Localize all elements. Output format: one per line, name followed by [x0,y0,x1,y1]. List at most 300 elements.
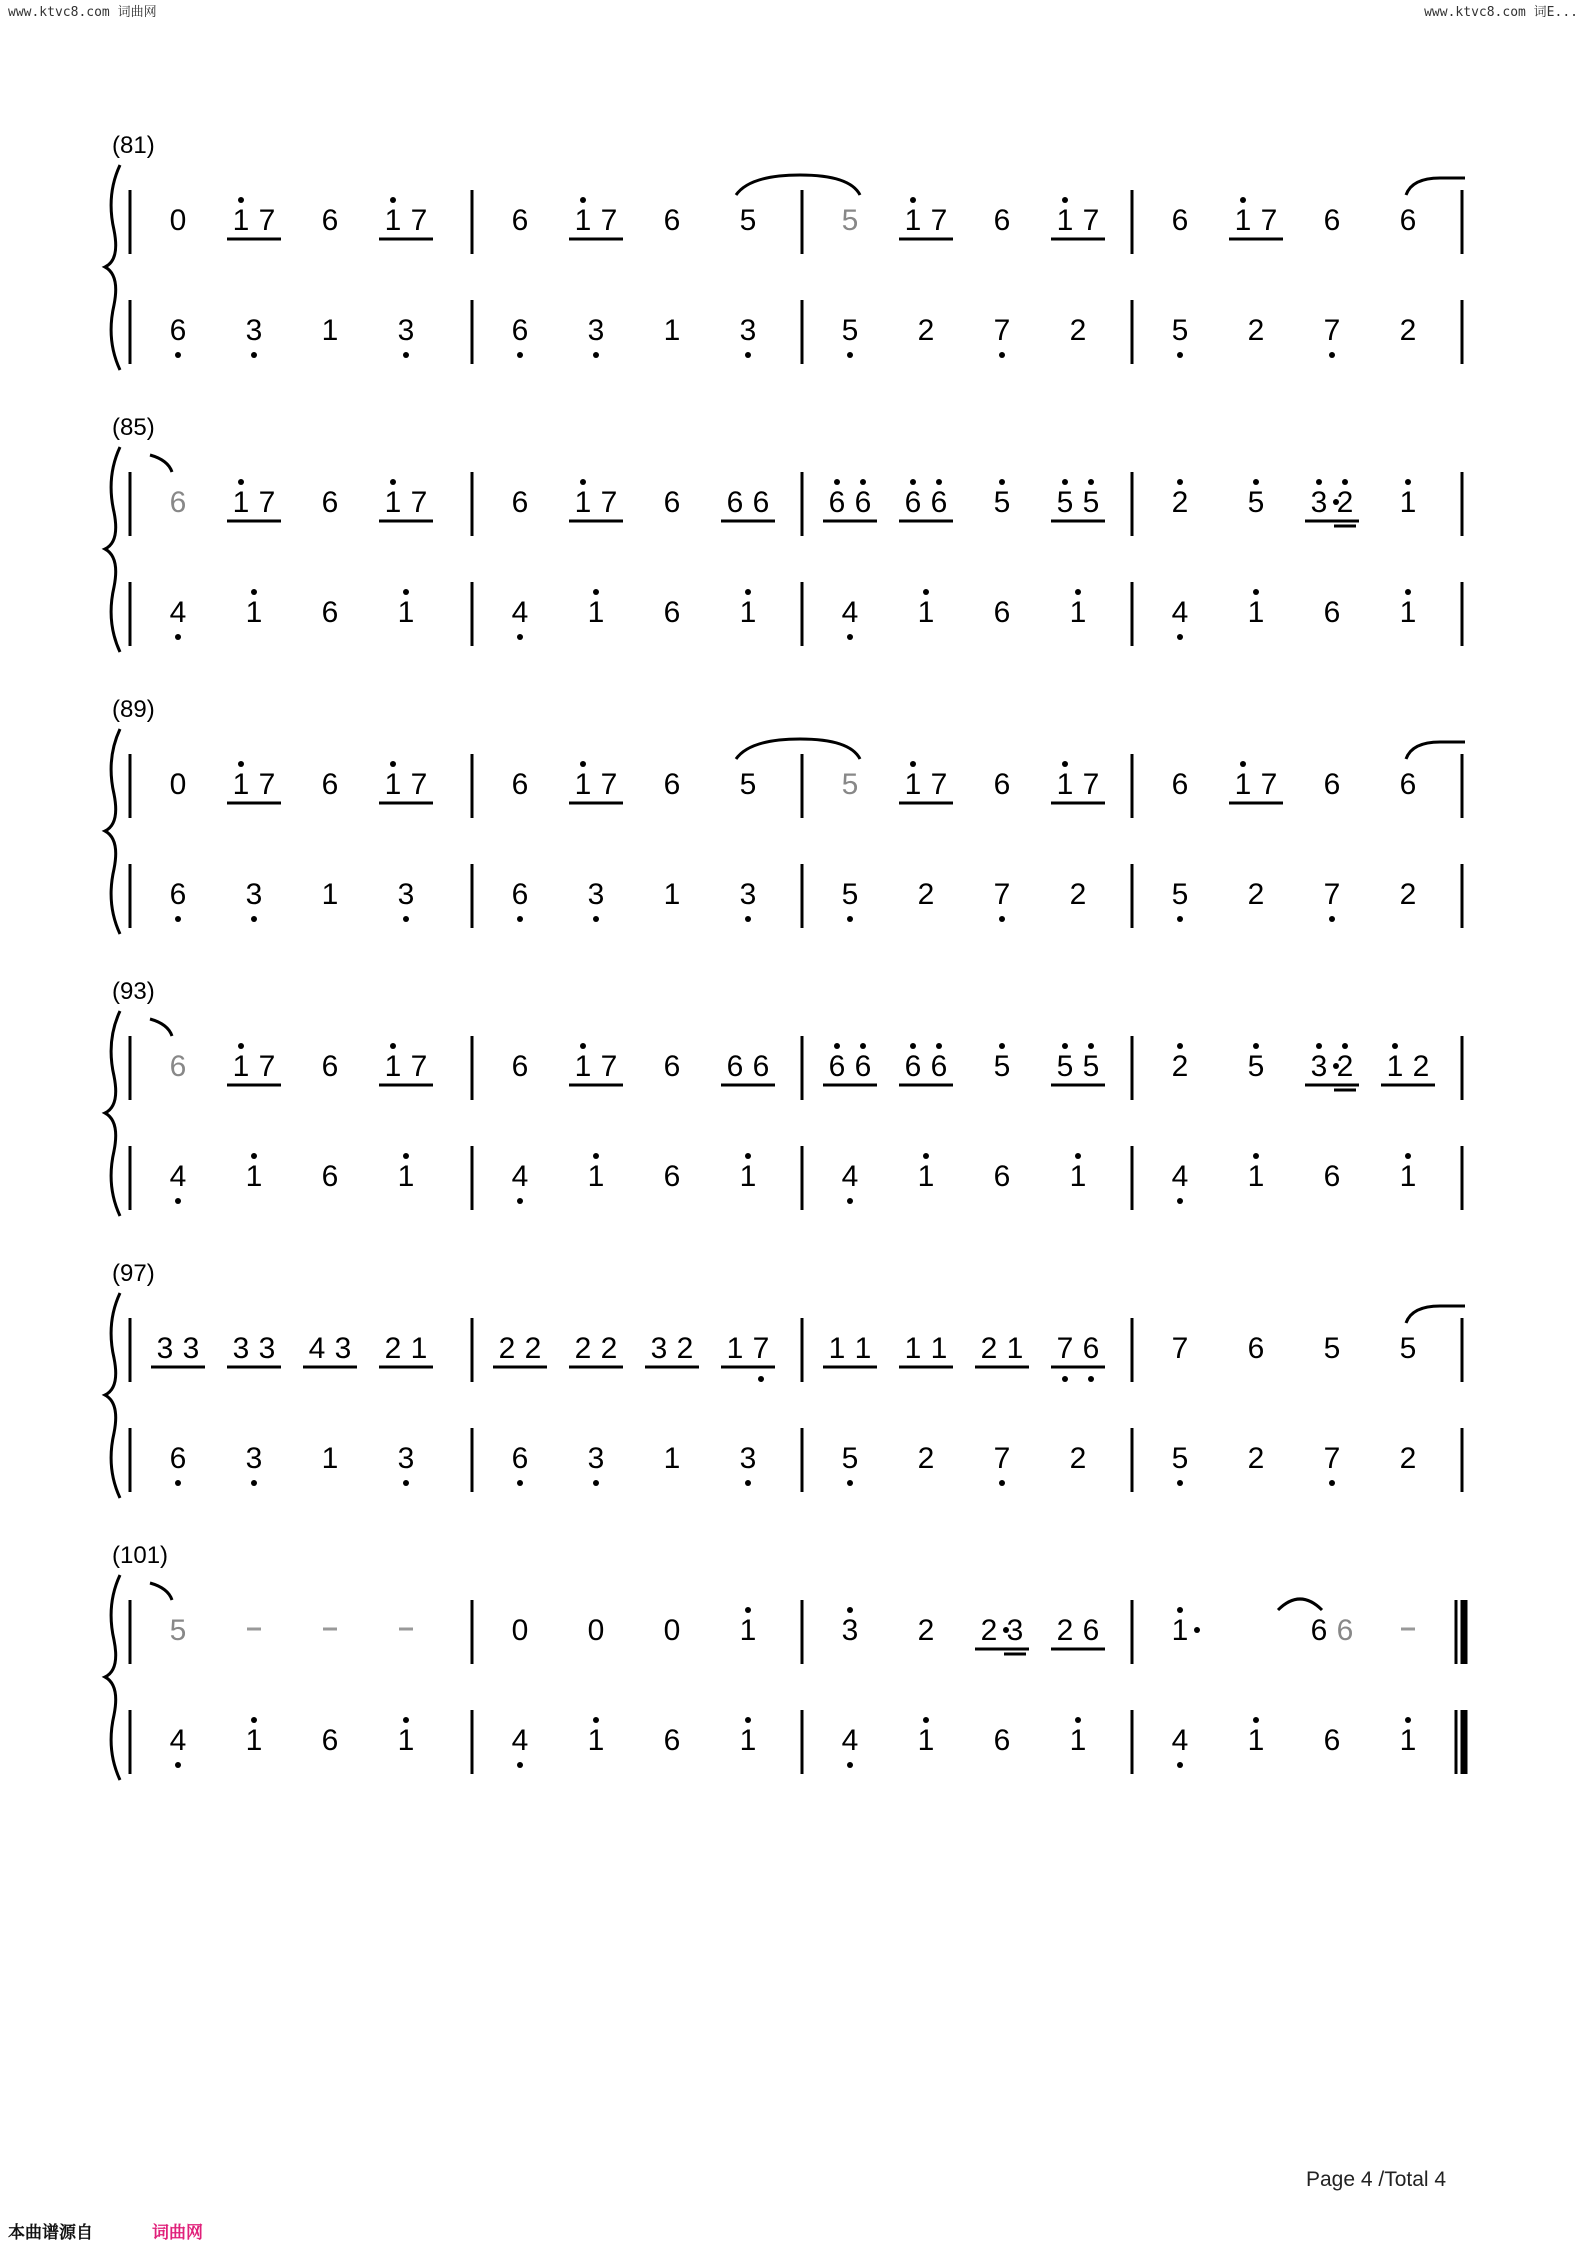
lower-note: 1 [1247,1724,1265,1757]
octave-dot-low [1088,1376,1094,1382]
octave-dot-low [999,1480,1005,1486]
octave-dot-low [847,916,853,922]
upper-note-a: 1 [828,1332,846,1365]
upper-note-b: 3 [1006,1614,1024,1647]
lower-note: 4 [511,596,529,629]
lower-note: 4 [1171,1724,1189,1757]
octave-dot-low [517,1762,523,1768]
octave-dot-low [517,352,523,358]
octave-dot-low [251,352,257,358]
octave-dot-high [860,479,866,485]
octave-dot-high [1177,479,1183,485]
upper-note-a: 1 [232,486,250,519]
upper-note-a: 1 [904,768,922,801]
octave-dot-high [910,197,916,203]
upper-note-b: 7 [600,204,618,237]
octave-dot-high [580,197,586,203]
octave-dot-low [1329,352,1335,358]
lower-note: 6 [169,1442,187,1475]
upper-note: 6 [169,1050,187,1083]
upper-note: 1 [1399,486,1417,519]
upper-note: 6 [169,486,187,519]
upper-note: 6 [1399,204,1417,237]
upper-note-b: 2 [1336,486,1354,519]
lower-note: 4 [841,1724,859,1757]
upper-note-a: 1 [232,768,250,801]
octave-dot-high [923,589,929,595]
upper-note: 6 [663,204,681,237]
upper-note-a: 2 [980,1332,998,1365]
upper-note-b: 2 [1412,1050,1430,1083]
lower-note: 5 [1171,314,1189,347]
upper-note-a: 1 [574,486,592,519]
lower-note: 3 [739,314,757,347]
octave-dot-high [1240,761,1246,767]
source-site: 词曲网 [152,2223,203,2242]
lower-note: 4 [1171,596,1189,629]
upper-note-b: 7 [410,486,428,519]
upper-note-b: 6 [854,1050,872,1083]
upper-note-a: 1 [232,1050,250,1083]
upper-note-b: 7 [258,768,276,801]
upper-note-b: 3 [334,1332,352,1365]
octave-dot-high [1075,589,1081,595]
lower-note: 1 [245,596,263,629]
octave-dot-high [1253,1717,1259,1723]
upper-note-b: 2 [524,1332,542,1365]
lower-note: 6 [993,596,1011,629]
octave-dot-high [251,589,257,595]
lower-note: 6 [1323,1724,1341,1757]
upper-note-a: 1 [1056,204,1074,237]
upper-note-b: 7 [600,486,618,519]
octave-dot-high [1316,479,1322,485]
octave-dot-low [847,1198,853,1204]
header-site-left: www.ktvc8.com 词曲网 [8,5,157,20]
upper-note-a: 1 [904,1332,922,1365]
upper-note-a: 1 [1234,768,1252,801]
upper-note-b: 2 [600,1332,618,1365]
octave-dot-low [1177,634,1183,640]
octave-dot-low [403,916,409,922]
tie-curve [1406,742,1465,759]
upper-note-a: 2 [384,1332,402,1365]
upper-note-b: 3 [182,1332,200,1365]
upper-note: 6 [663,768,681,801]
octave-dot-low [517,1480,523,1486]
lower-note: 1 [1399,596,1417,629]
octave-dot-high [593,1717,599,1723]
octave-dot-low [1177,352,1183,358]
octave-dot-high [580,479,586,485]
upper-note-b: 2 [676,1332,694,1365]
tie-curve [1406,1306,1465,1323]
upper-note-b: 7 [258,1050,276,1083]
octave-dot-high [238,479,244,485]
upper-note-b: 5 [1082,486,1100,519]
lower-note: 3 [587,878,605,911]
octave-dot-high [1253,479,1259,485]
measure-number: (81) [112,132,155,159]
upper-note-b: 6 [930,1050,948,1083]
lower-note: 1 [1247,596,1265,629]
lower-note: 7 [1323,314,1341,347]
octave-dot-high [834,1043,840,1049]
page-indicator: Page 4 /Total 4 [1306,2168,1447,2191]
lower-note: 2 [917,1442,935,1475]
upper-note: 6 [1171,768,1189,801]
octave-dot-low [517,634,523,640]
lower-note: 2 [1069,314,1087,347]
lower-note: 2 [1399,314,1417,347]
upper-note-b: 6 [752,486,770,519]
lower-note: 3 [587,1442,605,1475]
lower-note: 1 [245,1160,263,1193]
upper-note-a: 5 [1056,1050,1074,1083]
lower-note: 6 [511,314,529,347]
octave-dot-high [390,761,396,767]
octave-dot-high [1342,1043,1348,1049]
lower-note: 1 [321,878,339,911]
lower-note: 7 [1323,1442,1341,1475]
upper-note: 5 [993,486,1011,519]
octave-dot-high [999,1043,1005,1049]
octave-dot-low [1062,1376,1068,1382]
octave-dot-high [936,479,942,485]
upper-note: 0 [511,1614,529,1647]
octave-dot-low [1329,1480,1335,1486]
lower-note: 1 [1399,1724,1417,1757]
octave-dot-low [1177,1480,1183,1486]
upper-note-a: 2 [498,1332,516,1365]
upper-note-a: 1 [1234,204,1252,237]
lower-note: 6 [993,1724,1011,1757]
upper-note: 5 [1323,1332,1341,1365]
upper-note-a: 1 [384,486,402,519]
octave-dot-high [1062,197,1068,203]
lower-note: 1 [917,1160,935,1193]
lower-note: 3 [397,878,415,911]
lower-note: 1 [587,596,605,629]
upper-note-b: 6 [1336,1614,1354,1647]
upper-note-a: 3 [1310,486,1328,519]
upper-note: 6 [511,1050,529,1083]
lower-note: 4 [841,596,859,629]
upper-note-b: 7 [1260,768,1278,801]
lower-note: 4 [169,596,187,629]
upper-note: 6 [321,768,339,801]
lower-note: 3 [245,1442,263,1475]
octave-dot-high [923,1153,929,1159]
lower-note: 1 [321,314,339,347]
octave-dot-low [745,916,751,922]
upper-note-a: 1 [384,1050,402,1083]
lower-note: 3 [397,1442,415,1475]
upper-note-a: 2 [980,1614,998,1647]
measure-number: (97) [112,1260,155,1287]
upper-note-a: 5 [1056,486,1074,519]
octave-dot-high [1177,1043,1183,1049]
octave-dot-high [745,1717,751,1723]
upper-note: 6 [663,1050,681,1083]
upper-note-b: 7 [258,204,276,237]
upper-note: 0 [587,1614,605,1647]
upper-note: 5 [993,1050,1011,1083]
lower-note: 3 [245,314,263,347]
octave-dot-high [1088,1043,1094,1049]
upper-note: 6 [321,1050,339,1083]
octave-dot-low [847,634,853,640]
lower-note: 6 [169,878,187,911]
measure-number: (93) [112,978,155,1005]
octave-dot-high [1405,1153,1411,1159]
octave-dot-high [860,1043,866,1049]
tie-curve [150,455,172,472]
octave-dot-low [1177,916,1183,922]
upper-note-b: 7 [410,204,428,237]
lower-note: 3 [245,878,263,911]
upper-note: 6 [993,204,1011,237]
upper-note-a: 1 [904,204,922,237]
upper-note-b: 7 [1082,768,1100,801]
lower-note: 2 [1247,1442,1265,1475]
upper-note-a: 4 [308,1332,326,1365]
octave-dot-high [238,761,244,767]
octave-dot-low [847,352,853,358]
upper-note: 7 [1171,1332,1189,1365]
octave-dot-high [403,1153,409,1159]
upper-note: 5 [739,204,757,237]
octave-dot-high [923,1717,929,1723]
upper-note-b: 7 [930,768,948,801]
octave-dot-low [1177,1198,1183,1204]
octave-dot-high [390,197,396,203]
octave-dot-high [1405,1717,1411,1723]
upper-note-b: 7 [1260,204,1278,237]
lower-note: 7 [993,314,1011,347]
lower-note: 6 [511,878,529,911]
upper-note-b: 6 [752,1050,770,1083]
upper-note-b: 7 [600,768,618,801]
lower-note: 1 [917,596,935,629]
upper-note: 1 [739,1614,757,1647]
upper-note-b: 7 [410,768,428,801]
octave-dot-low [175,352,181,358]
upper-note-a: 2 [1056,1614,1074,1647]
lower-note: 1 [587,1724,605,1757]
lower-note: 2 [1247,314,1265,347]
upper-note-a: 1 [574,1050,592,1083]
lower-note: 4 [841,1160,859,1193]
octave-dot-high [1062,1043,1068,1049]
upper-note-a: 3 [232,1332,250,1365]
system-brace [105,447,120,652]
lower-note: 1 [1069,596,1087,629]
octave-dot-low [593,352,599,358]
octave-dot-high [580,761,586,767]
octave-dot-low [175,634,181,640]
upper-note-b: 2 [1336,1050,1354,1083]
octave-dot-low [175,916,181,922]
octave-dot-low [175,1480,181,1486]
system-brace [105,1293,120,1498]
upper-note-b: 5 [1082,1050,1100,1083]
octave-dot-low [847,1762,853,1768]
octave-dot-low [745,352,751,358]
upper-note: 0 [663,1614,681,1647]
upper-note-b: 1 [854,1332,872,1365]
octave-dot-high [1342,479,1348,485]
upper-note-a: 1 [384,204,402,237]
lower-note: 1 [1069,1724,1087,1757]
octave-dot-high [1062,479,1068,485]
lower-note: 7 [993,1442,1011,1475]
upper-note-a: 3 [156,1332,174,1365]
upper-note-a: 6 [726,486,744,519]
octave-dot-high [910,479,916,485]
lower-note: 1 [397,596,415,629]
upper-note: 3 [841,1614,859,1647]
octave-dot-high [745,1607,751,1613]
lower-note: 4 [169,1724,187,1757]
lower-note: 6 [169,314,187,347]
lower-note: 1 [739,1724,757,1757]
octave-dot-low [251,1480,257,1486]
octave-dot-low [593,916,599,922]
octave-dot-high [1075,1717,1081,1723]
lower-note: 1 [1247,1160,1265,1193]
upper-note: 5 [739,768,757,801]
upper-note: 6 [1399,768,1417,801]
upper-note: 6 [321,204,339,237]
upper-note-a: 6 [726,1050,744,1083]
lower-note: 2 [1247,878,1265,911]
octave-dot-high [403,1717,409,1723]
lower-note: 1 [663,1442,681,1475]
octave-dot-high [745,1153,751,1159]
octave-dot-high [1392,1043,1398,1049]
octave-dot-high [251,1153,257,1159]
lower-note: 7 [1323,878,1341,911]
upper-note: 6 [1323,768,1341,801]
lower-note: 5 [1171,1442,1189,1475]
upper-note: 6 [993,768,1011,801]
source-label: 本曲谱源自 [8,2223,93,2242]
lower-note: 1 [397,1160,415,1193]
lower-note: 7 [993,878,1011,911]
lower-note: 1 [917,1724,935,1757]
upper-note: 5 [169,1614,187,1647]
lower-note: 2 [1399,878,1417,911]
upper-note: 5 [1399,1332,1417,1365]
upper-note-b: 6 [854,486,872,519]
measure-number: (89) [112,696,155,723]
octave-dot-low [403,1480,409,1486]
lower-note: 5 [841,314,859,347]
octave-dot-high [1240,197,1246,203]
octave-dot-high [593,589,599,595]
upper-note-a: 2 [574,1332,592,1365]
upper-note-a: 1 [1386,1050,1404,1083]
lower-note: 6 [321,1724,339,1757]
lower-note: 6 [663,1160,681,1193]
lower-note: 4 [169,1160,187,1193]
upper-note-b: 6 [1082,1332,1100,1365]
upper-note-a: 3 [1310,1050,1328,1083]
header-site-right: www.ktvc8.com 词E... [1424,5,1578,20]
octave-dot-low [758,1376,764,1382]
system-brace [105,729,120,934]
octave-dot-low [175,1198,181,1204]
upper-note-a: 1 [574,768,592,801]
lower-note: 6 [993,1160,1011,1193]
octave-dot-high [1088,479,1094,485]
octave-dot-low [745,1480,751,1486]
lower-note: 6 [663,596,681,629]
upper-note: 6 [1247,1332,1265,1365]
tie-curve [150,1583,172,1600]
lower-note: 6 [1323,596,1341,629]
upper-note: 0 [169,768,187,801]
upper-note-a: 1 [232,204,250,237]
upper-note: 6 [1171,204,1189,237]
octave-dot-high [1316,1043,1322,1049]
octave-dot-high [999,479,1005,485]
octave-dot-high [593,1153,599,1159]
upper-note-b: 3 [258,1332,276,1365]
tie-curve [1278,1599,1322,1610]
lower-note: 1 [397,1724,415,1757]
upper-note-b: 7 [600,1050,618,1083]
lower-note: 1 [1069,1160,1087,1193]
lower-note: 5 [841,1442,859,1475]
lower-note: 3 [739,878,757,911]
upper-note: 5 [1247,486,1265,519]
system-brace [105,1011,120,1216]
octave-dot-high [936,1043,942,1049]
upper-note: 2 [1171,486,1189,519]
upper-note: 6 [511,204,529,237]
lower-note: 2 [1399,1442,1417,1475]
tie-curve [150,1019,172,1036]
tie-curve [1406,178,1465,195]
lower-note: 3 [739,1442,757,1475]
octave-dot-high [1062,761,1068,767]
lower-note: 1 [321,1442,339,1475]
octave-dot-low [999,916,1005,922]
octave-dot-low [251,916,257,922]
upper-note-b: 1 [410,1332,428,1365]
octave-dot-high [390,1043,396,1049]
octave-dot-high [1405,589,1411,595]
lower-note: 5 [841,878,859,911]
octave-dot-high [238,197,244,203]
upper-note-b: 7 [258,486,276,519]
lower-note: 6 [511,1442,529,1475]
lower-note: 6 [321,596,339,629]
octave-dot-high [403,589,409,595]
upper-note-a: 1 [1056,768,1074,801]
upper-note: 6 [1323,204,1341,237]
octave-dot-high [910,1043,916,1049]
upper-note: 5 [1247,1050,1265,1083]
lower-note: 1 [739,596,757,629]
octave-dot-high [1253,1153,1259,1159]
octave-dot-low [517,916,523,922]
tie-curve [736,739,860,759]
octave-dot-high [1405,479,1411,485]
octave-dot-low [175,1762,181,1768]
